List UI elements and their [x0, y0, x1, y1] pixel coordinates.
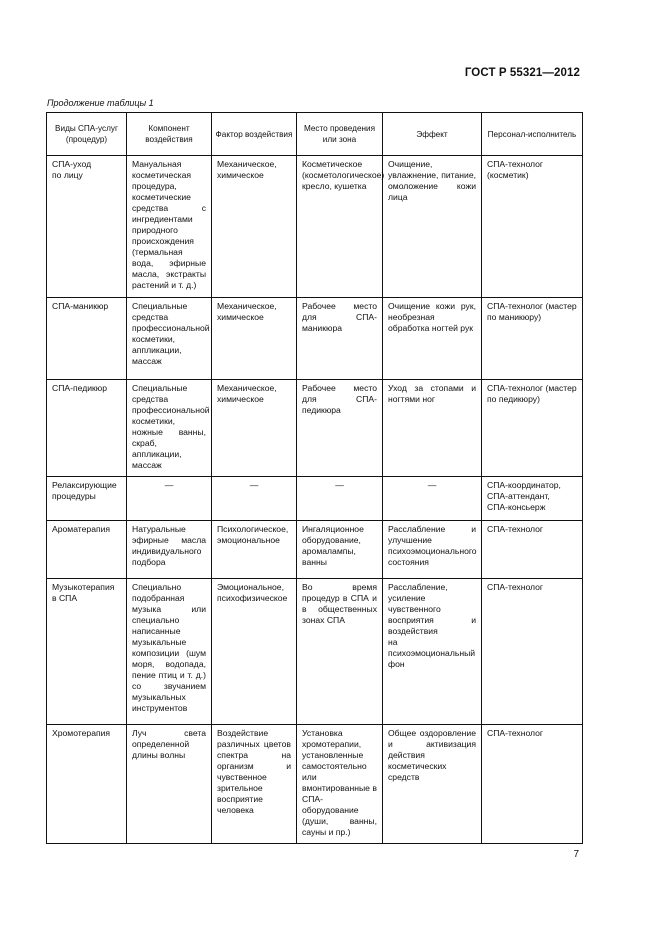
cell-component: Натуральные эфирные масла индивидуального подбора [127, 521, 212, 579]
cell-effect: Очищение кожи рук, необрезная обработка ногтей рук [383, 298, 482, 380]
col-header-place: Место проведения или зона [297, 113, 383, 156]
cell-staff: СПА-координатор, СПА-аттендант, СПА-консьерж [482, 477, 583, 521]
document-code: ГОСТ Р 55321—2012 [464, 67, 580, 79]
cell-service: Ароматерапия [47, 521, 127, 579]
cell-place: Рабочее место для СПА-педикюра [297, 380, 383, 477]
cell-staff: СПА-технолог (мастер по педикюру) [482, 380, 583, 477]
cell-effect: Очищение, увлажнение, питание, омоложение кожи лица [383, 156, 482, 298]
cell-staff: СПА-технолог (мастер по маникюру) [482, 298, 583, 380]
cell-component: Специально подобранная музыка или специально написанные музыкальные композиции (шум моря, водопада, пение птиц и т. д.) со звучанием музыкальных инструментов [127, 579, 212, 725]
page-number: 7 [573, 849, 579, 860]
col-header-effect: Эффект [383, 113, 482, 156]
table-row [47, 380, 583, 477]
cell-place: Во время процедур в СПА и в общественных зонах СПА [297, 579, 383, 725]
table-row [47, 521, 583, 579]
cell-component: Луч света определенной длины волны [127, 725, 212, 844]
cell-service: СПА-педикюр [47, 380, 127, 477]
cell-factor: Механическое, химическое [212, 298, 297, 380]
cell-place: Косметическое (косметологическое) кресло, кушетка [297, 156, 383, 298]
col-header-factor: Фактор воздействия [212, 113, 297, 156]
cell-factor: Психологическое, эмоциональное [212, 521, 297, 579]
cell-component: Мануальная косметическая процедура, косметические средства с ингредиентами природного происхождения (термальная вода, эфирные масла, экстракты растений и т. д.) [127, 156, 212, 298]
col-header-component: Компонент воздействия [127, 113, 212, 156]
cell-factor: Механическое, химическое [212, 156, 297, 298]
cell-place: Установка хромотерапии, установленные самостоятельно или вмонтированные в СПА-оборудование (души, ванны, сауны и пр.) [297, 725, 383, 844]
cell-staff: СПА-технолог [482, 725, 583, 844]
cell-component: Специальные средства профессиональной косметики, аппликации, массаж [127, 298, 212, 380]
table-caption: Продолжение таблицы 1 [47, 98, 154, 108]
table-row [47, 477, 583, 521]
table-row [47, 298, 583, 380]
col-header-staff: Персонал-исполнитель [482, 113, 583, 156]
cell-factor: — [212, 477, 297, 521]
cell-staff: СПА-технолог [482, 579, 583, 725]
cell-service: Хромотерапия [47, 725, 127, 844]
cell-factor: Эмоциональное, психофизическое [212, 579, 297, 725]
cell-place: Ингаляционное оборудование, аромалампы, ванны [297, 521, 383, 579]
table-row [47, 156, 583, 298]
cell-factor: Механическое, химическое [212, 380, 297, 477]
services-table [46, 112, 583, 844]
cell-place: — [297, 477, 383, 521]
cell-staff: СПА-технолог [482, 521, 583, 579]
cell-service: СПА-маникюр [47, 298, 127, 380]
col-header-service: Виды СПА-услуг (процедур) [47, 113, 127, 156]
table-header-row [47, 113, 583, 156]
cell-service: Релаксирующие процедуры [47, 477, 127, 521]
cell-effect: Расслабление, усиление чувственного восприятия и воздействия на психоэмоциональный фон [383, 579, 482, 725]
cell-service: Музыкотерапия в СПА [47, 579, 127, 725]
cell-staff: СПА-технолог (косметик) [482, 156, 583, 298]
cell-effect: — [383, 477, 482, 521]
cell-service: СПА-уход по лицу [47, 156, 127, 298]
cell-component: — [127, 477, 212, 521]
cell-factor: Воздействие различных цветов спектра на организм и чувственное зрительное восприятие человека [212, 725, 297, 844]
cell-effect: Расслабление и улучшение психоэмоционального состояния [383, 521, 482, 579]
cell-effect: Общее оздоровление и активизация действия косметических средств [383, 725, 482, 844]
cell-place: Рабочее место для СПА-маникюра [297, 298, 383, 380]
table-row [47, 725, 583, 844]
cell-effect: Уход за стопами и ногтями ног [383, 380, 482, 477]
table-row [47, 579, 583, 725]
cell-component: Специальные средства профессиональной косметики, ножные ванны, скраб, аппликации, массаж [127, 380, 212, 477]
